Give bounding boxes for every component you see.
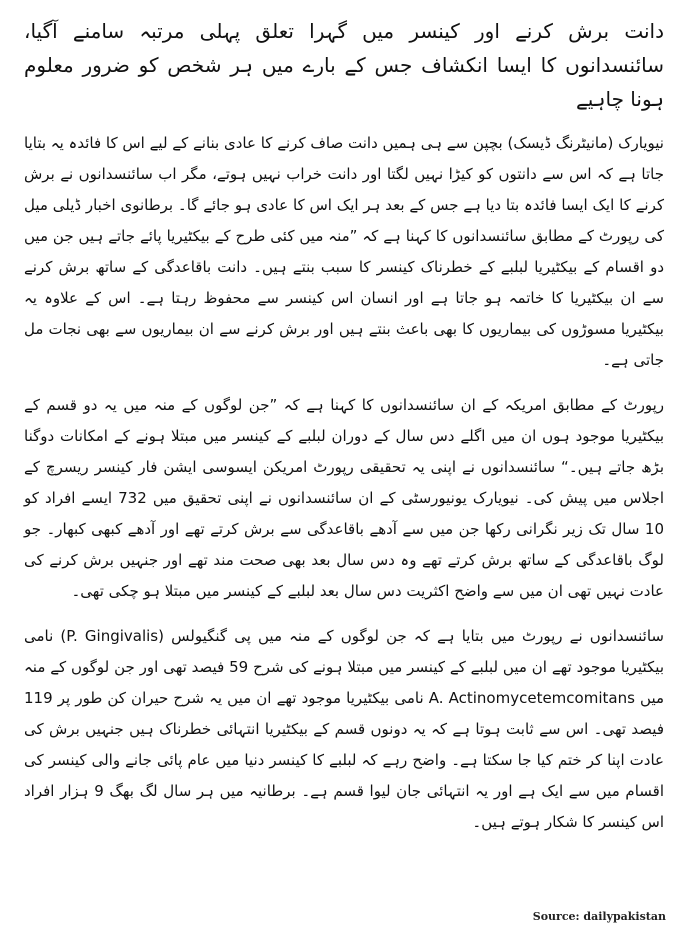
- article-headline: دانت برش کرنے اور کینسر میں گہرا تعلق پہلی مرتبہ سامنے آگیا، سائنسدانوں کا ایسا انکشاف جس کے بارے میں ہر شخص کو ضرور معلوم ہونا چاہیے: [24, 19, 664, 111]
- article-paragraph: نیویارک (مانیٹرنگ ڈیسک) بچپن سے ہی ہمیں دانت صاف کرنے کا عادی بنانے کے لیے اس کا فائدہ یہ بتایا جاتا ہے کہ اس سے دانتوں کو کیڑا نہیں لگتا اور دانت خراب نہیں ہوتے، مگر اب سائنسدانوں نے برش کرنے کا ایک ایسا فائدہ بتا دیا ہے جس کے بعد ہر ایک اس کا عادی ہو جائے گا۔ برطانوی اخبار ڈیلی میل کی رپورٹ کے مطابق سائنسدانوں کا کہنا ہے کہ ”منہ میں کئی طرح کے بیکٹیریا پائے جاتے ہیں جن میں دو اقسام کے بیکٹیریا لبلبے کے خطرناک کینسر کا سبب بنتے ہیں۔ دانت باقاعدگی کے ساتھ برش کرنے سے ان بیکٹیریا کا خاتمہ ہو جاتا ہے اور انسان اس کینسر سے محفوظ رہتا ہے۔ اس کے علاوہ یہ بیکٹیریا مسوڑوں کی بیماریوں کا بھی باعث بنتے ہیں اور برش کرنے سے ان بیماریوں سے بھی نجات مل جاتی ہے۔: [24, 134, 664, 369]
- article-paragraph: سائنسدانوں نے رپورٹ میں بتایا ہے کہ جن لوگوں کے منہ میں پی گنگیولس (P. Gingivalis) نامی بیکٹیریا موجود تھے ان میں لبلبے کے کینسر میں مبتلا ہونے کی شرح 59 فیصد تھی اور جن لوگوں کے منہ میں A. Actinomycetemcomitans نامی بیکٹیریا موجود تھے ان میں یہ شرح حیران کن طور پر 119 فیصد تھی۔ اس سے ثابت ہوتا ہے کہ یہ دونوں قسم کے بیکٹیریا انتہائی خطرناک ہیں جنہیں برش کی عادت اپنا کر ختم کیا جا سکتا ہے۔ واضح رہے کہ لبلبے کا کینسر دنیا میں عام پائی جانے والی کینسر کی اقسام میں سے ایک ہے اور یہ انتہائی جان لیوا قسم ہے۔ برطانیہ میں ہر سال لگ بھگ 9 ہزار افراد اس کینسر کا شکار ہوتے ہیں۔: [24, 627, 665, 831]
- article-paragraph: رپورٹ کے مطابق امریکہ کے ان سائنسدانوں کا کہنا ہے کہ ”جن لوگوں کے منہ میں یہ دو قسم کے بیکٹیریا موجود ہوں ان میں اگلے دس سال کے دوران لبلبے کے کینسر میں مبتلا ہونے کے امکانات دوگنا بڑھ جاتے ہیں۔“ سائنسدانوں نے اپنی یہ تحقیقی رپورٹ امریکن ایسوسی ایشن فار کینسر ریسرچ کے اجلاس میں پیش کی۔ نیویارک یونیورسٹی کے ان سائنسدانوں نے اپنی تحقیق میں 732 ایسے افراد کو 10 سال تک زیر نگرانی رکھا جن میں سے آدھے باقاعدگی سے برش کرتے تھے اور آدھے کبھی کبھار۔ جو لوگ باقاعدگی کے ساتھ برش کرتے تھے وہ دس سال بعد بھی صحت مند تھے اور جنہیں برش کرنے کی عادت نہیں تھی ان میں سے واضح اکثریت دس سال بعد لبلبے کے کینسر میں مبتلا ہو چکی تھی۔: [24, 396, 664, 600]
- source-credit: Source: dailypakistan: [532, 910, 666, 923]
